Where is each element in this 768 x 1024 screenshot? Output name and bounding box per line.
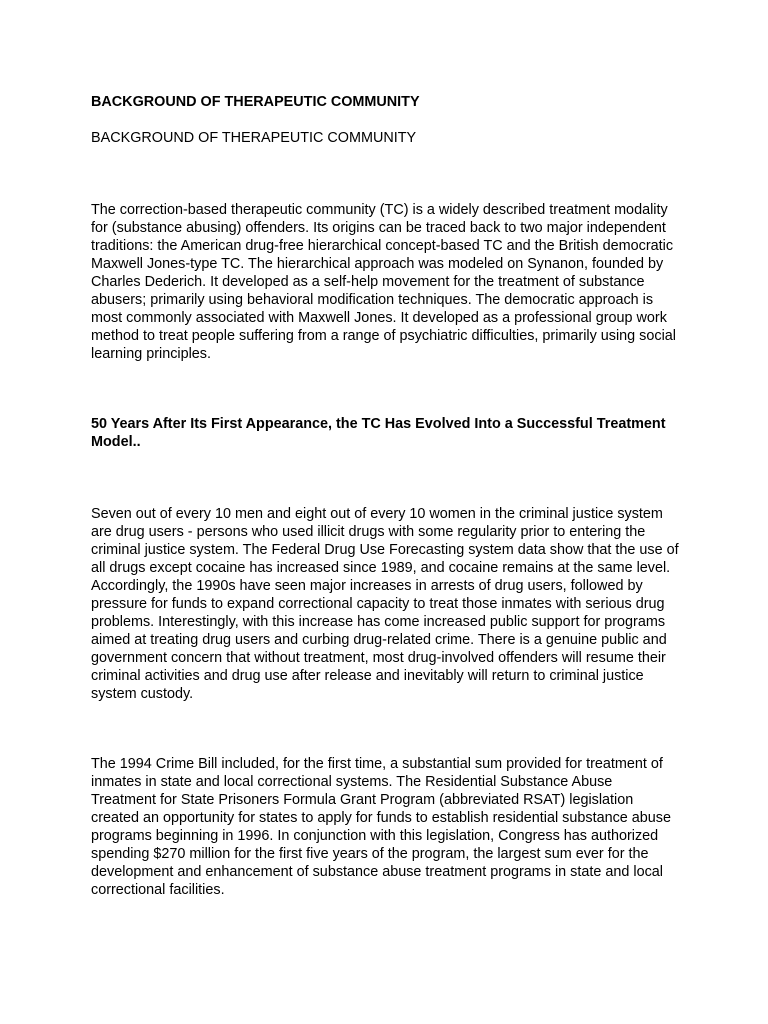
- paragraph-crime-bill: The 1994 Crime Bill included, for the first time, a substantial sum provided for treatment of inmates in state and local correctional systems. The Residential Substance Abuse Treatment for State Prisoners Formula Grant Program (abbreviated RSAT) legislation created an opportunity for states to apply for funds to establish residential substance abuse programs beginning in 1996. In conjunction with this legislation, Congress has authorized spending $270 million for the first five years of the program, the largest sum ever for the development and enhancement of substance abuse treatment programs in state and local correctional facilities.: [91, 756, 671, 898]
- paragraph-origins: The correction-based therapeutic community (TC) is a widely described treatment modality for (substance abusing) offenders. Its origins can be traced back to two major independent traditions: the American drug-free hierarchical concept-based TC and the British democratic Maxwell Jones-type TC. The hierarchical approach was modeled on Synanon, founded by Charles Dederich. It developed as a self-help movement for the treatment of substance abusers; primarily using behavioral modification techniques. The democratic approach is most commonly associated with Maxwell Jones. It developed as a professional group work method to treat people suffering from a range of psychiatric difficulties, primarily using social learning principles.: [91, 202, 676, 362]
- document-title-bold: BACKGROUND OF THERAPEUTIC COMMUNITY: [91, 94, 420, 110]
- document-title-plain: BACKGROUND OF THERAPEUTIC COMMUNITY: [91, 130, 417, 146]
- paragraph-drug-users: Seven out of every 10 men and eight out of every 10 women in the criminal justice system are drug users - persons who used illicit drugs with some regularity prior to entering the criminal justice system. The Federal Drug Use Forecasting system data show that the use of all drugs except cocaine has increased since 1989, and cocaine remains at the same level. Accordingly, the 1990s have seen major increases in arrests of drug users, followed by pressure for funds to expand correctional capacity to treat those inmates with serious drug problems. Interestingly, with this increase has come increased public support for programs aimed at treating drug users and curbing drug-related crime. There is a genuine public and government concern that without treatment, most drug-involved offenders will resume their criminal activities and drug use after release and inevitably will return to criminal justice system custody.: [91, 506, 679, 702]
- section-heading: 50 Years After Its First Appearance, the TC Has Evolved Into a Successful Treatment Model..: [91, 416, 666, 450]
